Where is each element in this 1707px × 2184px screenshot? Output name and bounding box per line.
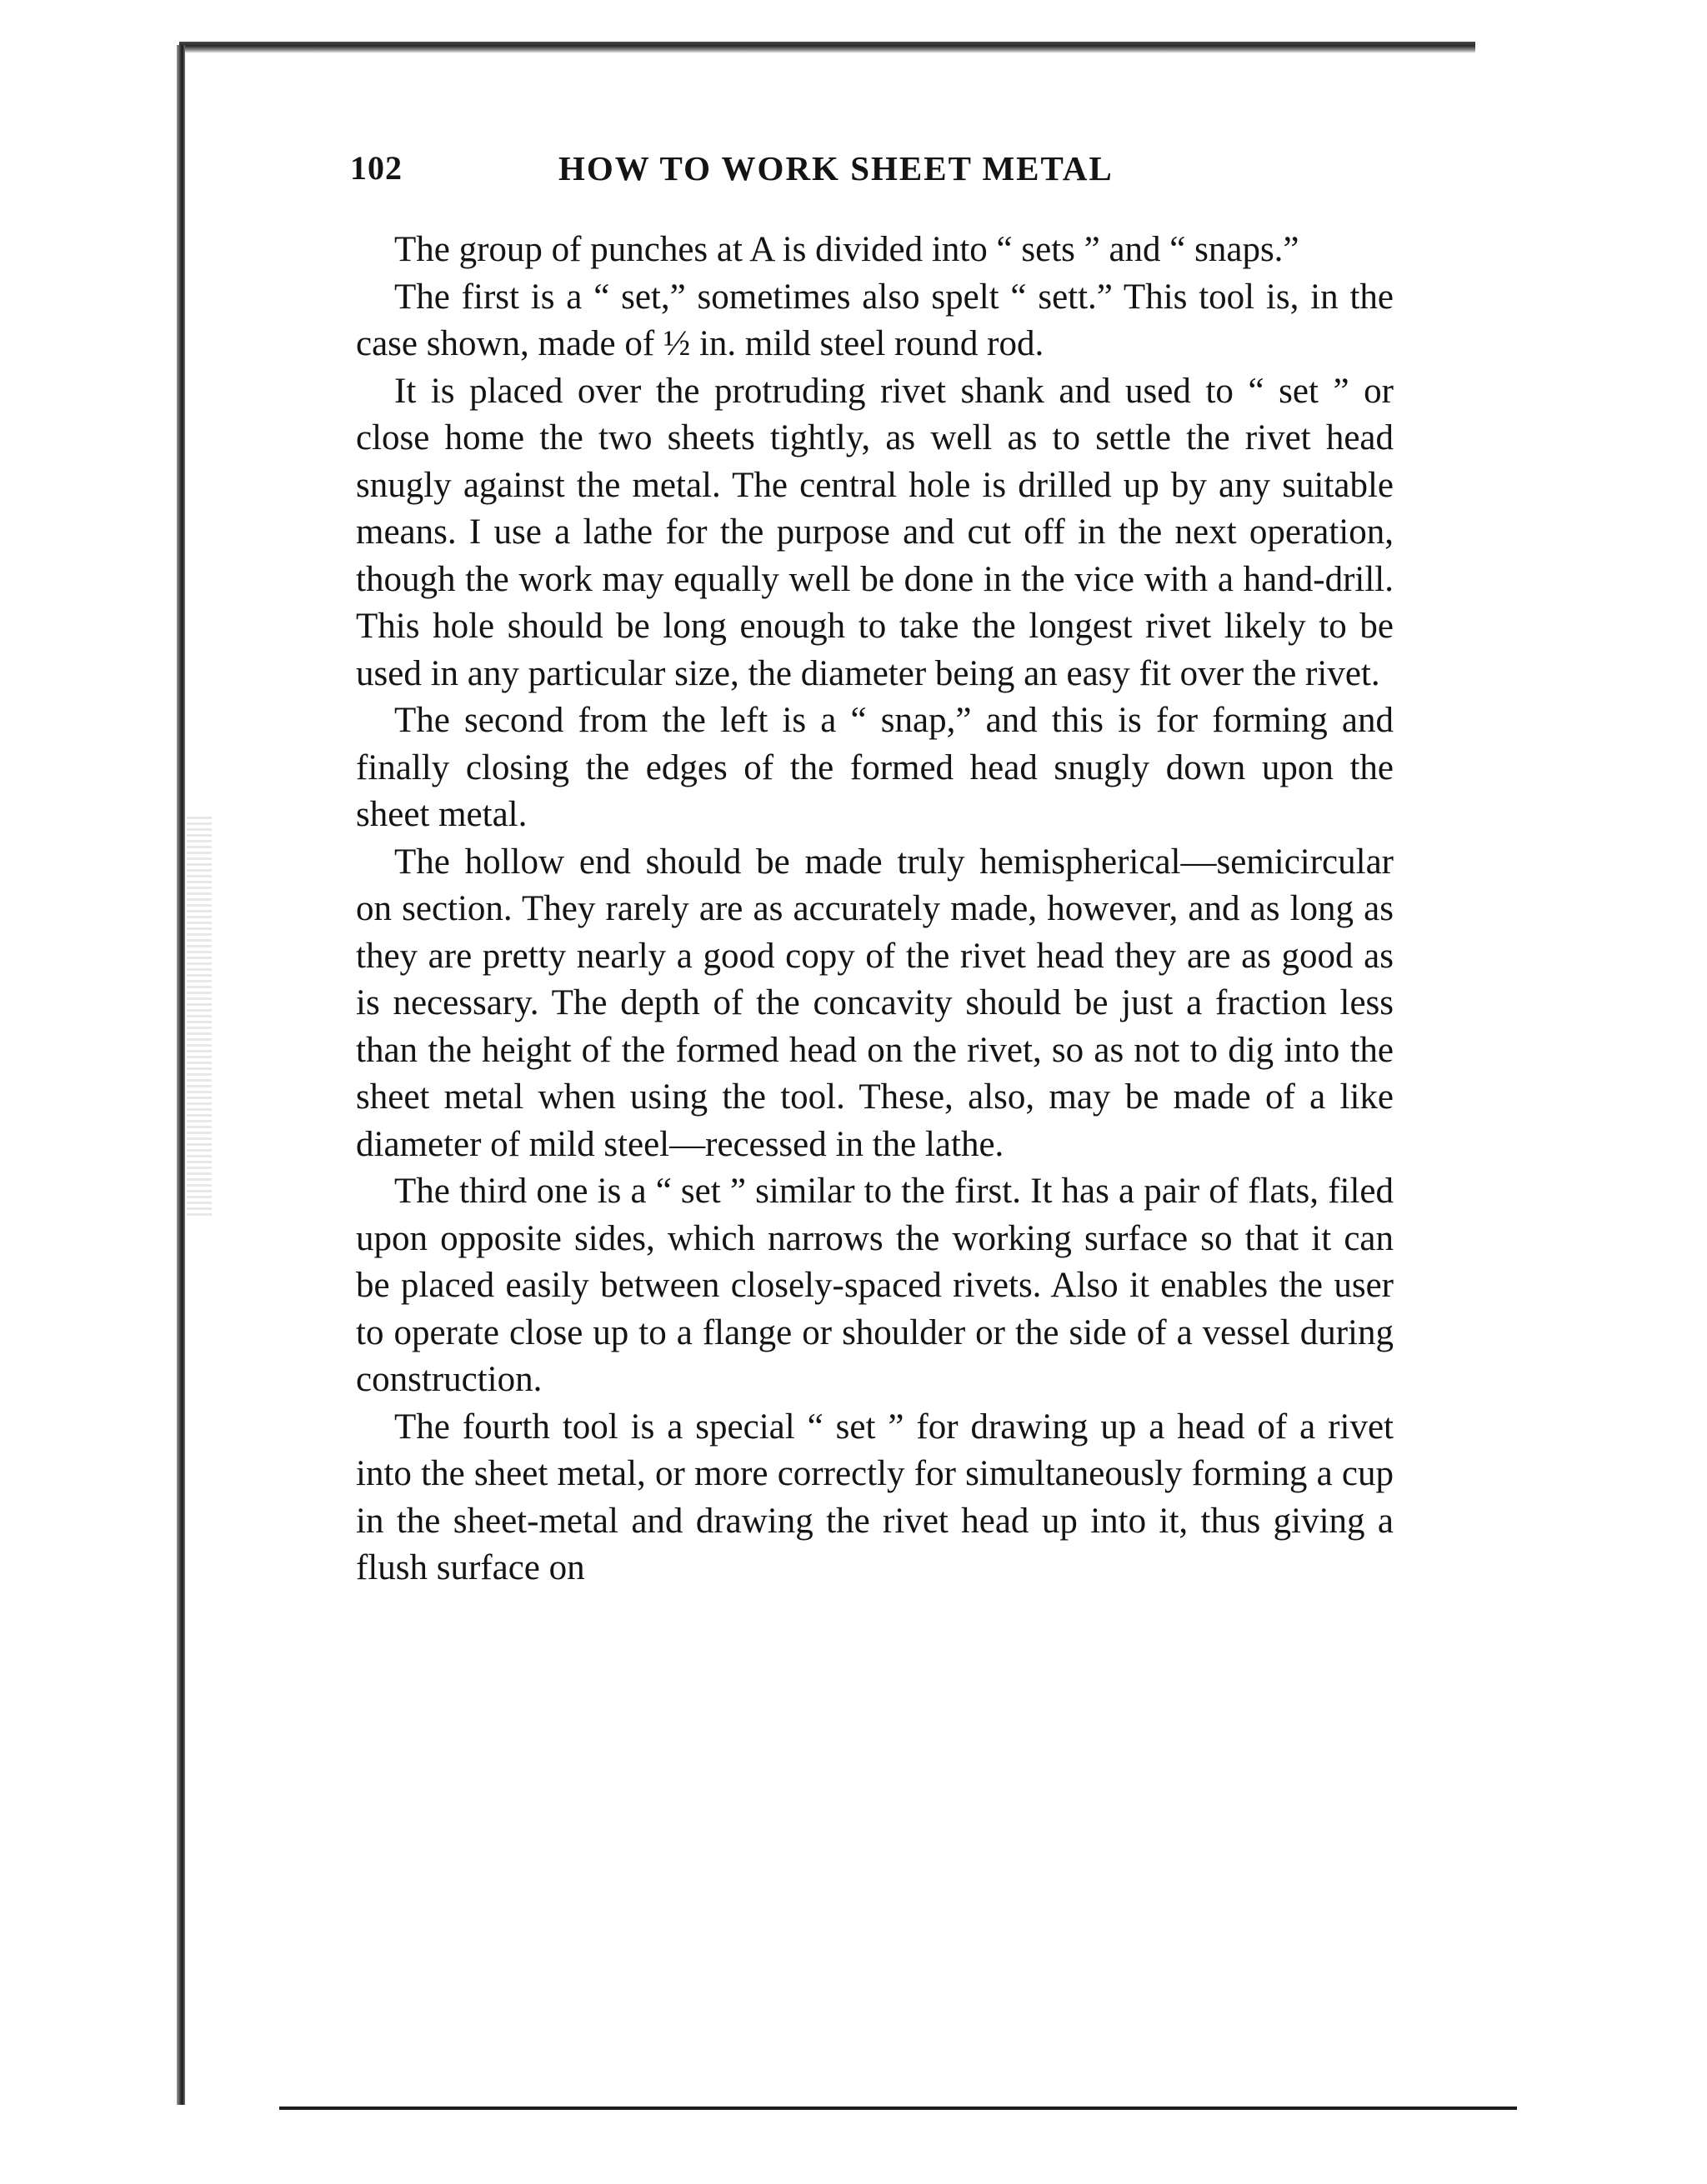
body-text: [356, 227, 1394, 1592]
paragraph-set-usage: It is placed over the protruding rivet shank and used to “ set ” or close home the two sheets tightly, as well as to settle the rivet head snugly against the metal. The central hole is drilled up by any suitable means. I use a lathe for the purpose and cut off in the next operation, though the work may equally well be done in the vice with a hand-drill. This hole should be long enough to take the longest rivet likely to be used in any particular size, the diameter being an easy fit over the rivet.: [356, 371, 1394, 693]
paragraph-sets-and-snaps: The group of punches at A is divided into “ sets ” and “ snaps.”: [394, 230, 1299, 269]
scan-bottom-edge: [279, 2107, 1517, 2110]
paragraph-first-set: The first is a “ set,” sometimes also spelt “ sett.” This tool is, in the case shown, made of ½ in. mild steel round rod.: [356, 277, 1394, 363]
running-title: HOW TO WORK SHEET METAL: [558, 149, 1114, 187]
page-header: [350, 148, 1184, 198]
paragraph-fourth-tool: The fourth tool is a special “ set ” for drawing up a head of a rivet into the sheet metal, or more correctly for simultaneously forming a cup in the sheet-metal and drawing the rivet head up into it, thus giving a flush surface on: [356, 1407, 1394, 1587]
scan-top-edge: [179, 42, 1475, 53]
paragraph-third-set: The third one is a “ set ” similar to the first. It has a pair of flats, filed upon opposite sides, which narrows the working surface so that it can be placed easily between closely-spaced rivets. Also it enables the user to operate close up to a flange or shoulder or the side of a vessel during construction.: [356, 1172, 1394, 1399]
page-number: 102: [350, 149, 403, 187]
paragraph-hollow-end: The hollow end should be made truly hemispherical—semicircular on section. They rarely are as accurately made, however, and as long as they are pretty nearly a good copy of the rivet head they are as good as is necessary. The depth of the concavity should be just a fraction less than the height of the formed head on the rivet, so as not to dig into the sheet metal when using the tool. These, also, may be made of a like diameter of mild steel—recessed in the lathe.: [356, 842, 1394, 1164]
scan-left-edge: [177, 45, 185, 2105]
scan-smudge: [187, 817, 212, 1217]
paragraph-snap: The second from the left is a “ snap,” and this is for forming and finally closing the edges of the formed head snugly down upon the sheet metal.: [356, 701, 1394, 834]
